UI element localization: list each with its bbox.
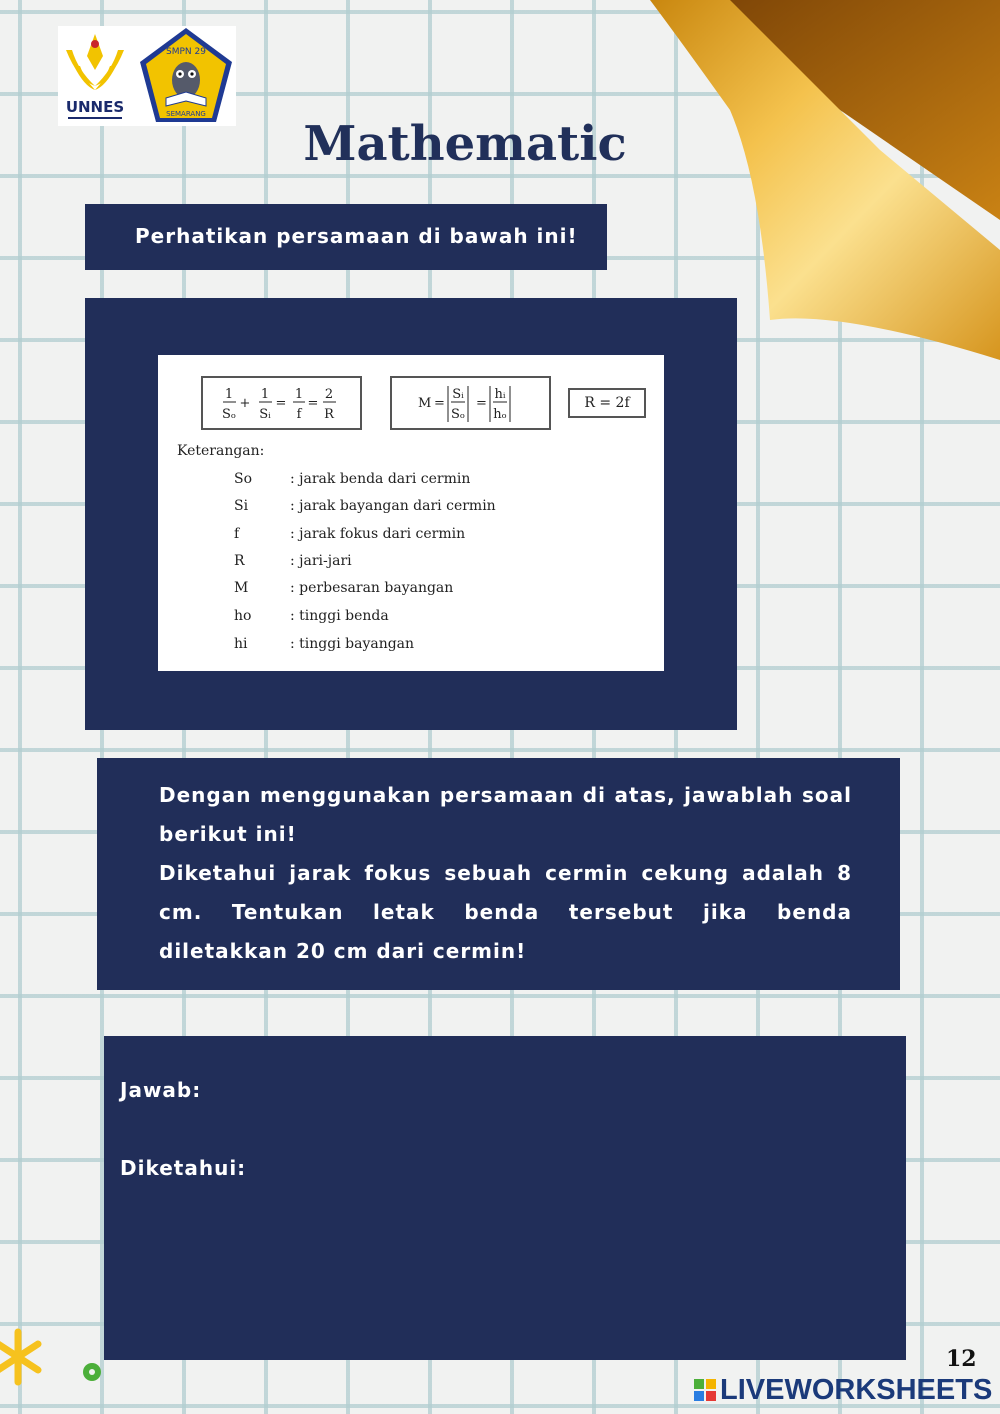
school-logos xyxy=(58,26,236,126)
formula-panel xyxy=(85,298,737,730)
keterangan-symbol: R xyxy=(234,553,245,569)
smpn-29-logo xyxy=(136,26,236,126)
keterangan-description: : perbesaran bayangan xyxy=(290,580,454,596)
keterangan-symbol: f xyxy=(234,526,240,542)
unnes-logo xyxy=(58,26,132,126)
svg-text:2: 2 xyxy=(324,387,334,402)
keterangan-description: : tinggi benda xyxy=(290,608,389,624)
keterangan-description: : jari-jari xyxy=(290,553,352,569)
svg-text:Sᵢ: Sᵢ xyxy=(259,407,271,422)
mirror-equation-box xyxy=(201,376,362,430)
smpn-logo-bottom-text: SEMARANG xyxy=(166,110,206,118)
question-box xyxy=(97,758,900,990)
svg-text:+: + xyxy=(239,396,251,411)
keterangan-symbol: M xyxy=(234,580,249,596)
keterangan-symbol: So xyxy=(234,471,253,487)
svg-text:hᵢ: hᵢ xyxy=(494,387,506,402)
question-intro: Dengan menggunakan persamaan di atas, jawablah soal berikut ini! xyxy=(159,783,852,846)
asterisk-decoration-icon xyxy=(0,1326,44,1388)
instruction-text: Perhatikan persamaan di bawah ini! xyxy=(135,224,578,248)
svg-text:1: 1 xyxy=(294,387,304,402)
keterangan-description: : jarak fokus dari cermin xyxy=(290,526,466,542)
svg-text:Sᵢ: Sᵢ xyxy=(452,387,464,402)
diketahui-label: Diketahui: xyxy=(120,1156,247,1180)
svg-text:Sₒ: Sₒ xyxy=(222,407,236,422)
keterangan-description: : jarak bayangan dari cermin xyxy=(290,498,496,514)
answer-box[interactable] xyxy=(104,1036,906,1360)
liveworksheets-logo-icon xyxy=(694,1379,716,1401)
svg-text:=: = xyxy=(275,396,287,411)
smpn-logo-top-text: SMPN 29 xyxy=(166,47,206,57)
svg-text:=: = xyxy=(434,396,445,411)
instruction-banner xyxy=(85,204,607,270)
svg-text:1: 1 xyxy=(260,387,270,402)
page-number: 12 xyxy=(946,1346,977,1372)
keterangan-title: Keterangan: xyxy=(177,443,265,459)
liveworksheets-brand[interactable] xyxy=(694,1374,992,1406)
page-title: Mathematic xyxy=(303,116,627,172)
keterangan-description: : jarak benda dari cermin xyxy=(290,471,471,487)
keterangan-symbol: ho xyxy=(234,608,252,624)
keterangan-description: : tinggi bayangan xyxy=(290,636,415,652)
svg-text:R: R xyxy=(324,407,334,422)
svg-text:1: 1 xyxy=(224,387,234,402)
green-dot-icon xyxy=(82,1362,102,1382)
keterangan-symbol: hi xyxy=(234,636,248,652)
mirror-equation-formula xyxy=(203,378,360,428)
unnes-logo-text: UNNES xyxy=(65,98,125,116)
svg-text:Sₒ: Sₒ xyxy=(451,407,465,422)
svg-text:f: f xyxy=(296,407,302,422)
question-problem: Diketahui jarak fokus sebuah cermin cekung adalah 8 cm. Tentukan letak benda tersebut jika benda diletakkan 20 cm dari cermin! xyxy=(159,861,852,963)
svg-text:M: M xyxy=(418,396,432,411)
keterangan-symbol: Si xyxy=(234,498,249,514)
jawab-label: Jawab: xyxy=(120,1078,202,1102)
svg-text:=: = xyxy=(307,396,319,411)
svg-text:hₒ: hₒ xyxy=(493,407,507,422)
radius-equation-box: R = 2f xyxy=(568,388,646,418)
svg-text:=: = xyxy=(476,396,487,411)
brand-text: LIVEWORKSHEETS xyxy=(720,1373,993,1406)
magnification-formula xyxy=(392,378,549,428)
magnification-equation-box xyxy=(390,376,551,430)
formula-card xyxy=(158,355,664,671)
